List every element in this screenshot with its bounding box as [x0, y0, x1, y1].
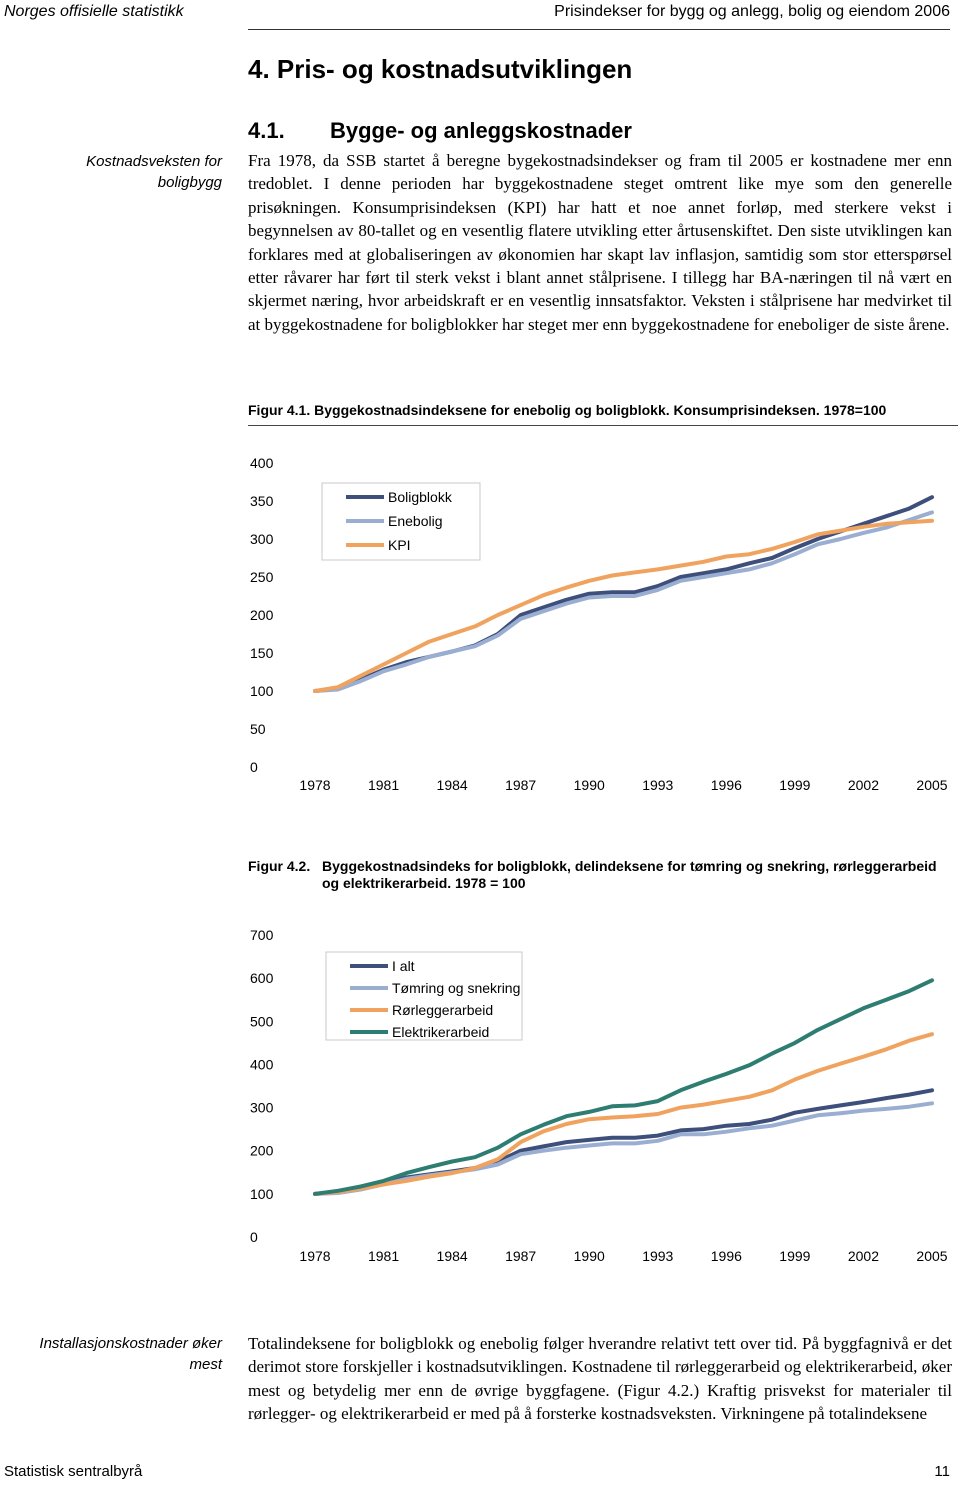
- fig2-xtick-label: 1978: [299, 1248, 331, 1264]
- fig1-xtick-label: 1990: [573, 777, 605, 793]
- fig2-xtick-label: 1996: [710, 1248, 742, 1264]
- fig2-xtick-label: 1993: [642, 1248, 674, 1264]
- fig1-ytick-label: 150: [250, 645, 274, 661]
- figure-4-2-label: Figur 4.2.: [248, 858, 311, 874]
- fig1-legend-label-kpi: KPI: [388, 537, 411, 553]
- fig2-ytick-label: 100: [250, 1185, 274, 1202]
- fig2-ytick-label: 500: [250, 1013, 274, 1030]
- fig2-ytick-label: 600: [250, 970, 274, 987]
- fig1-xtick-label: 1984: [436, 777, 468, 793]
- fig2-ytick-label: 0: [250, 1229, 258, 1245]
- fig2-xtick-label: 1987: [505, 1248, 537, 1264]
- footer-page-number: 11: [934, 1463, 950, 1480]
- fig1-xtick-label: 1978: [299, 777, 331, 793]
- fig1-ytick-label: 300: [250, 531, 274, 547]
- fig2-ytick-label: 300: [250, 1099, 274, 1116]
- fig2-ytick-label: 700: [250, 927, 274, 943]
- header-report-title: Prisindekser for bygg og anlegg, bolig og eiendom 2006: [554, 3, 950, 20]
- body-paragraph-1: Fra 1978, da SSB startet å beregne bygekostnadsindekser og fram til 2005 er kostnadene mer enn tredoblet. I denne perioden har byggekostnadene steget omtrent like mye som den generelle prisøkningen. Konsumprisindeksen (KPI) har hatt et noe annet forløp, med sterkere vekst i begynnelsen av 80-tallet og en vesentlig flatere utvikling etter årtusenskiftet. Den siste utviklingen kan forklares med at globaliseringen av økonomien har skapt lav inflasjon, samtidig som stor etterspørsel etter råvarer har ført til sterk vekst i blant annet stålprisene. I tillegg har BA-næringen til nå vært en skjermet næring, hvor arbeidskraft er en vesentlig innsatsfaktor. Veksten i stålprisene har medvirket til at byggekostnadene for boligblokker har steget mer enn byggekostnadene for eneboliger de siste årene.: [248, 151, 952, 334]
- body-paragraph-2: Totalindeksene for boligblokk og enebolig følger hverandre relativt tett over tid. På byggfagnivå er det derimot store forskjeller i kostnadsutviklingen. Kostnadene til rørleggerarbeid og elektrikerarbeid, øker mest og betydelig mer enn de øvrige byggfagene. (Figur 4.2.) Kraftig prisvekst for materialer til rørlegger- og elektrikerarbeid er med på å forsterke kostnadsveksten. Virkningene på totalindeksene: [248, 1334, 952, 1424]
- fig2-legend-label-i-alt: I alt: [392, 958, 415, 974]
- fig2-xtick-label: 2002: [847, 1248, 880, 1264]
- fig2-xtick-label: 1999: [779, 1248, 811, 1264]
- fig1-ytick-label: 400: [250, 455, 274, 471]
- fig2-ytick-label: 400: [250, 1056, 274, 1073]
- footer-publisher: Statistisk sentralbyrå: [4, 1463, 143, 1480]
- chapter-title: 4. Pris- og kostnadsutviklingen: [248, 54, 633, 84]
- figure-4-2-chart: [240, 915, 952, 1270]
- fig1-xtick-label: 1996: [710, 777, 742, 793]
- fig1-xtick-label: 1981: [367, 777, 400, 793]
- fig1-ytick-label: 100: [250, 683, 274, 699]
- fig2-legend-label-tomring-og-snekring: Tømring og snekring: [392, 980, 521, 996]
- figure-4-1-chart: [240, 440, 952, 815]
- fig1-ytick-label: 50: [250, 721, 266, 737]
- margin-note-installation-costs: Installasjonskostnader øker mest: [39, 1335, 222, 1373]
- header-divider: [248, 29, 950, 30]
- margin-note-cost-growth: Kostnadsveksten for boligbygg: [86, 153, 222, 191]
- fig1-ytick-label: 0: [250, 759, 258, 775]
- fig2-xtick-label: 2005: [916, 1248, 948, 1264]
- fig1-ytick-label: 350: [250, 493, 274, 509]
- fig1-xtick-label: 2005: [916, 777, 948, 793]
- fig1-xtick-label: 1993: [642, 777, 674, 793]
- fig1-xtick-label: 1987: [505, 777, 537, 793]
- fig1-xtick-label: 1999: [779, 777, 811, 793]
- figure-4-1-caption: Figur 4.1. Byggekostnadsindeksene for enebolig og boligblokk. Konsumprisindeksen. 1978=100: [248, 402, 887, 418]
- fig2-xtick-label: 1984: [436, 1248, 468, 1264]
- fig2-ytick-label: 200: [250, 1142, 274, 1159]
- fig1-legend-label-boligblokk: Boligblokk: [388, 489, 452, 505]
- figure-4-2-caption: Byggekostnadsindeks for boligblokk, delindeksene for tømring og snekring, rørleggerarbeid og elektrikerarbeid. 1978 = 100: [322, 858, 937, 891]
- fig1-ytick-label: 200: [250, 607, 274, 623]
- fig2-legend-label-rorleggerarbeid: Rørleggerarbeid: [392, 1002, 494, 1018]
- fig2-legend-label-elektrikerarbeid: Elektrikerarbeid: [392, 1024, 490, 1040]
- fig1-ytick-label: 250: [250, 569, 274, 585]
- header-publication: Norges offisielle statistikk: [4, 3, 184, 20]
- fig2-xtick-label: 1981: [367, 1248, 400, 1264]
- fig2-xtick-label: 1990: [573, 1248, 605, 1264]
- fig1-legend-label-enebolig: Enebolig: [388, 513, 443, 529]
- figure-4-1-divider: [248, 425, 958, 426]
- fig1-xtick-label: 2002: [847, 777, 880, 793]
- section-number: 4.1.: [248, 118, 285, 143]
- section-title: Bygge- og anleggskostnader: [330, 118, 632, 143]
